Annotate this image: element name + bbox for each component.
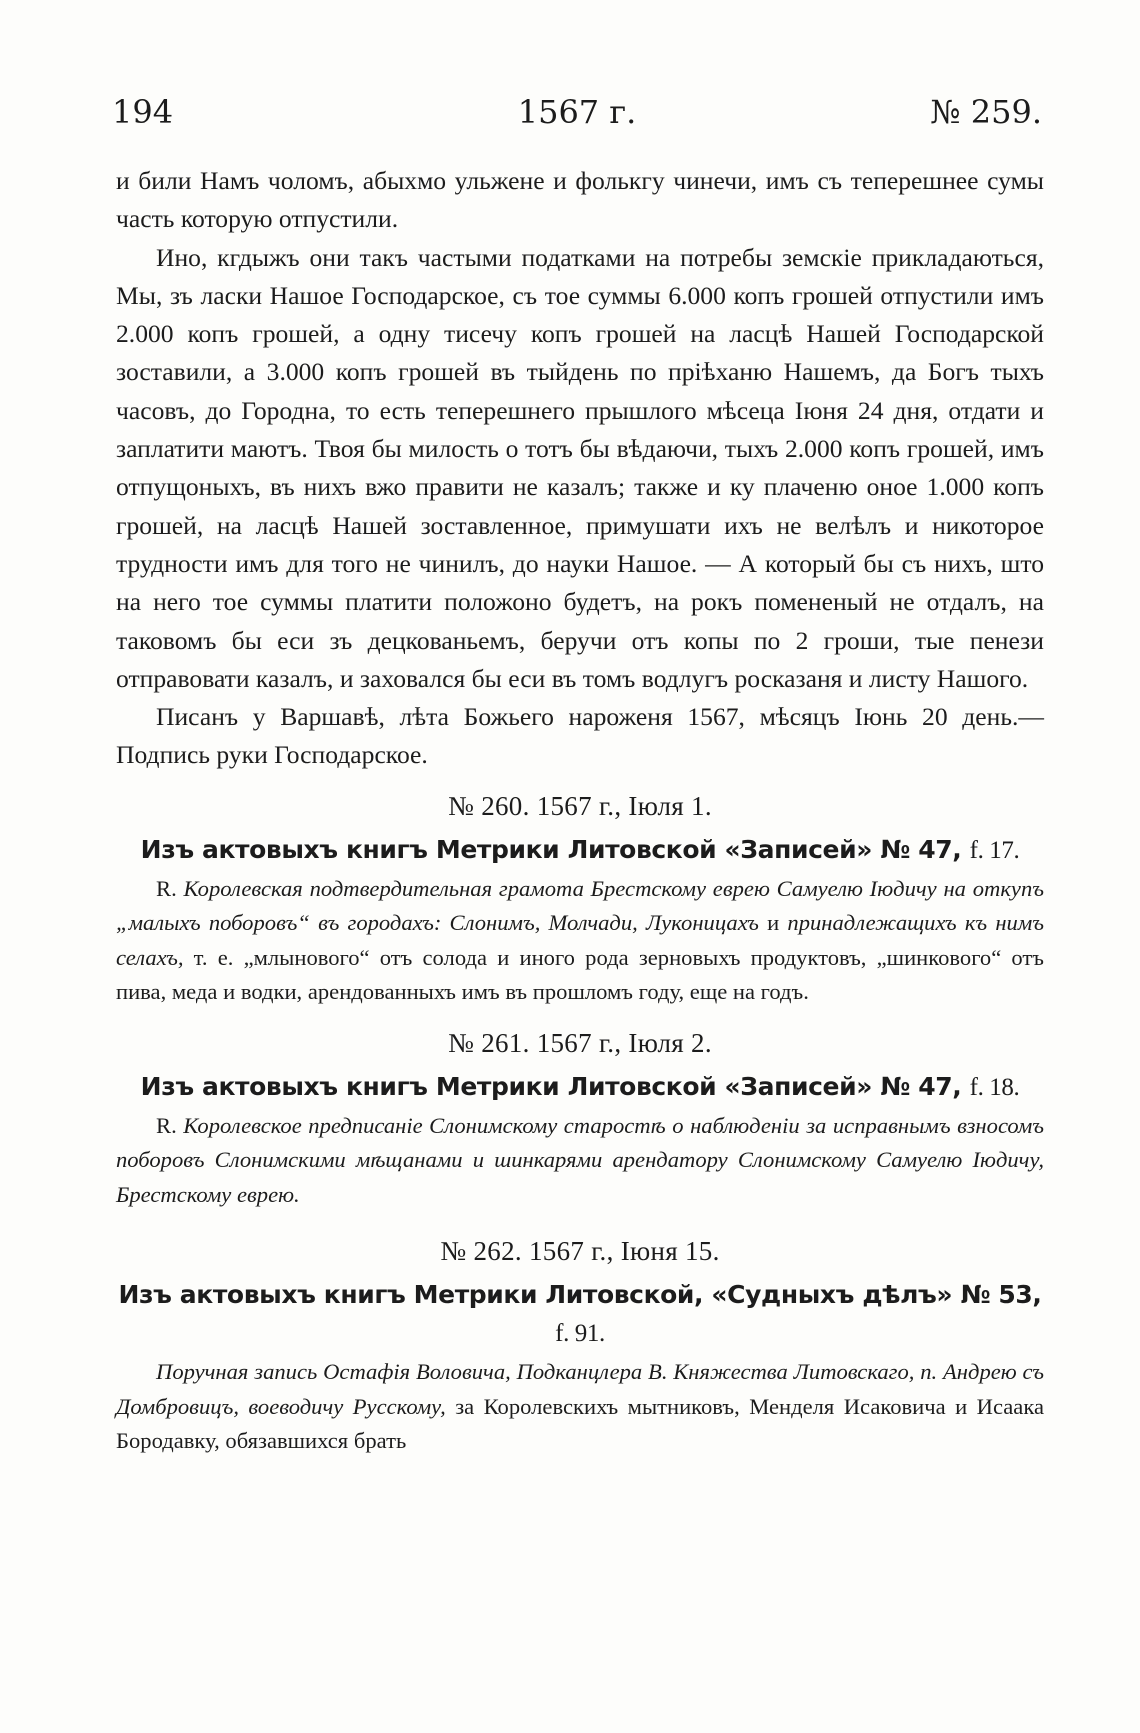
page-body bbox=[116, 162, 1044, 1459]
entry-source bbox=[116, 1276, 1044, 1353]
entry-folio: f. 17. bbox=[969, 836, 1020, 864]
document-entry-260 bbox=[116, 787, 1044, 1010]
summary-italic: Королевская подтвердительная грамота Брестскому еврею Самуелю Іюдичу на откупъ „малыхъ поборовъ“ въ городахъ: Слонимъ, Молчади, Луконицахъ bbox=[116, 875, 1044, 936]
entry-source-text: Изъ актовыхъ книгъ Метрики Литовской, «Судныхъ дѣлъ» № 53, bbox=[118, 1280, 1042, 1310]
entry-source-text: Изъ актовыхъ книгъ Метрики Литовской «Записей» № 47, bbox=[140, 834, 962, 864]
header-doc-number: № 259. bbox=[930, 93, 1042, 131]
entry-source bbox=[116, 1068, 1044, 1107]
entry-heading: № 261. 1567 г., Іюля 2. bbox=[448, 1027, 712, 1058]
summary-italic-2: принадлежащихъ къ нимъ селахъ, bbox=[116, 910, 1044, 970]
summary-italic: Поручная запись Остафія Воловича, Подканцлера В. Княжества Литовскаго, п. Андрею съ Домбровицъ, воеводичу Русскому, bbox=[116, 1359, 1044, 1419]
summary-italic: Королевское предписаніе Слонимскому старостѣ о наблюденіи за исправнымъ взносомъ поборовъ Слонимскими мѣщанами и шинкарями арендатору Слонимскому Самуелю Іюдичу, bbox=[116, 1112, 1044, 1173]
entry-source-text: Изъ актовыхъ книгъ Метрики Литовской «Записей» № 47, bbox=[140, 1071, 962, 1101]
summary-lead: R. bbox=[156, 875, 177, 901]
header-year: 1567 г. bbox=[517, 93, 637, 131]
entry-summary bbox=[116, 1355, 1044, 1459]
summary-rest: за Королевскихъ мытниковъ, Менделя Исаковича и Исаака Бородавку, обязавшихся брать bbox=[116, 1393, 1044, 1454]
page-number: 194 bbox=[112, 93, 174, 131]
summary-italic-2: Брестскому еврею. bbox=[116, 1181, 300, 1207]
summary-mid: и bbox=[767, 910, 780, 936]
entry-folio: f. 18. bbox=[969, 1073, 1020, 1101]
letter-dating-clause: Писанъ у Варшавѣ, лѣта Божьего нароженя 1567, мѣсяцъ Іюнь 20 день.—Подпись руки Господарское. bbox=[116, 702, 1044, 770]
document-259-text bbox=[116, 162, 1044, 775]
entry-folio: f. 91. bbox=[555, 1320, 605, 1348]
document-entry-262 bbox=[116, 1232, 1044, 1459]
entry-heading: № 260. 1567 г., Іюля 1. bbox=[448, 790, 712, 821]
letter-paragraph-2: Ино, кгдыжъ они такъ частыми податками на потребы земскіе прикладаються, Мы, зъ ласки Нашое Господарское, съ тое суммы 6.000 копъ грошей отпустили имъ 2.000 копъ грошей, а одну тисечу копъ грошей на ласцѣ Нашей Господарской зоставили, а 3.000 копъ грошей въ тыйдень по пріѣханю Нашемъ, да Богъ тыхъ часовъ, до Городна, то есть теперешнего прышлого мѣсеца Іюня 24 дня, отдати и заплатити маютъ. Твоя бы милость о тотъ бы вѣдаючи, тыхъ 2.000 копъ грошей, имъ отпущоныхъ, въ нихъ вжо правити не казалъ; также и ку плаченю оное 1.000 копъ грошей, на ласцѣ Нашей зоставленное, примушати ихъ не велѣлъ и никоторое трудности имъ для того не чинилъ, до науки Нашое. — А который бы съ нихъ, што на него тое суммы платити положоно будетъ, на рокъ помененый не отдалъ, на таковомъ бы еси зъ децкованьемъ, беручи отъ копы по 2 гроши, тые пенези отправовати казалъ, и заховался бы еси въ томъ водлугъ росказаня и листу Нашого. bbox=[116, 242, 1044, 693]
document-entry-261 bbox=[116, 1024, 1044, 1213]
entry-source bbox=[116, 831, 1044, 870]
entry-summary bbox=[116, 872, 1044, 1010]
summary-lead: R. bbox=[156, 1112, 177, 1138]
entry-summary bbox=[116, 1109, 1044, 1213]
letter-paragraph-1: и били Намъ чоломъ, абыхмо ульжене и фолькгу чинечи, имъ съ теперешнее сумы часть которую отпустили. bbox=[116, 166, 1044, 234]
running-header bbox=[112, 92, 1042, 132]
entry-heading: № 262. 1567 г., Іюня 15. bbox=[440, 1236, 720, 1267]
summary-rest: т. е. „млынового“ отъ солода и иного рода зерновыхъ продуктовъ, „шинкового“ отъ пива, меда и водки, арендованныхъ имъ въ прошломъ году, еще на годъ. bbox=[116, 944, 1044, 1005]
